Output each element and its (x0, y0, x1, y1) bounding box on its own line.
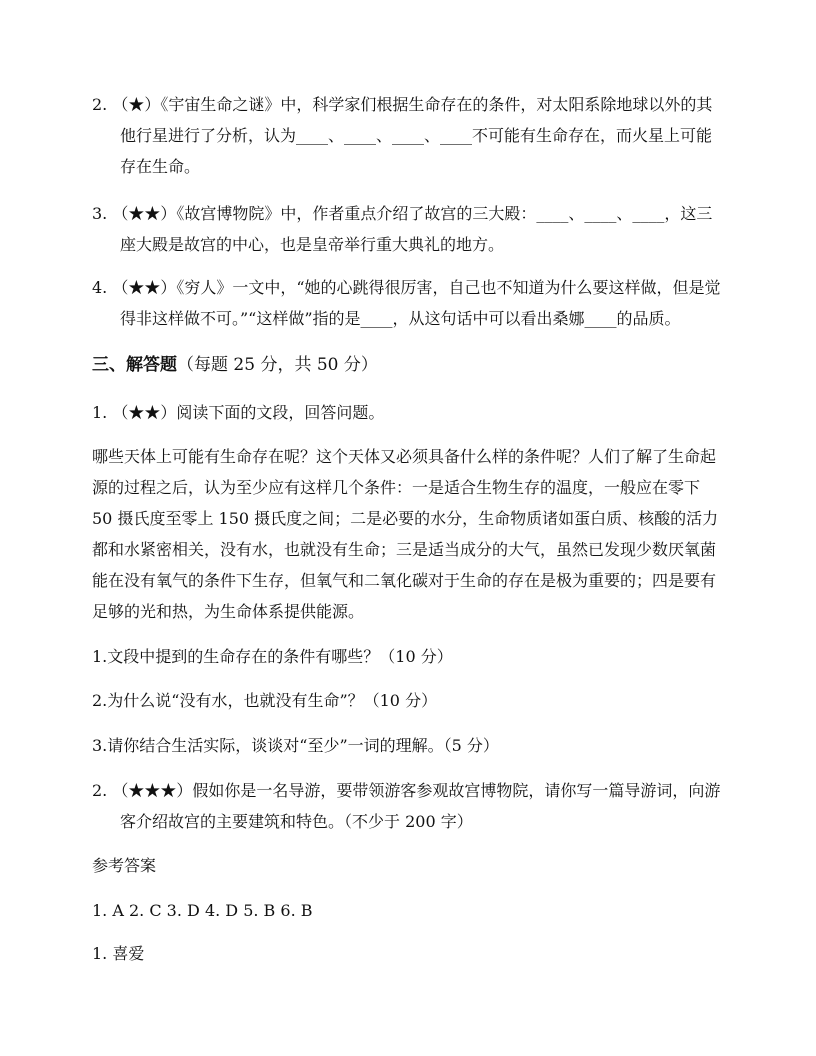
answer-question-1: 1. （★★）阅读下面的文段，回答问题。 (92, 403, 385, 422)
sub-question-3: 3.请你结合生活实际，谈谈对“至少”一词的理解。（5 分） (92, 736, 499, 755)
reference-answers-title: 参考答案 (92, 856, 157, 875)
reading-passage: 哪些天体上可能有生命存在呢？这个天体又必须具备什么样的条件呢？人们了解了生命起源的过程之后，认为至少应有这样几个条件：一是适合生物生存的温度，一般应在零下 50 摄氏度至零上 150 摄氏度之间；二是必要的水分，生命物质诸如蛋白质、核酸的活力都和水紧密相关，没有水，也就没有生命；三是适当成分的大气，虽然已发现少数厌氧菌能在没有氧气的条件下生存，但氧气和二氧化碳对于生命的存在是极为重要的；四是要有足够的光和热，为生命体系提供能源。 (92, 447, 719, 621)
fill-question-4: 4. （★★）《穷人》一文中，“她的心跳得很厉害，自己也不知道为什么要这样做，但是觉得非这样做不可。”“这样做”指的是____，从这句话中可以看出桑娜____的品质。 (92, 278, 721, 328)
section-three-score-note: （每题 25 分，共 50 分） (177, 355, 378, 375)
section-three-title: 三、解答题 (92, 355, 177, 375)
sub-question-2: 2.为什么说“没有水，也就没有生命”？（10 分） (92, 691, 438, 710)
fill-question-3: 3. （★★）《故宫博物院》中，作者重点介绍了故宫的三大殿：____、____、____，这三座大殿是故宫的中心，也是皇帝举行重大典礼的地方。 (92, 204, 713, 254)
answer-question-2: 2. （★★★）假如你是一名导游，要带领游客参观故宫博物院，请你写一篇导游词，向游客介绍故宫的主要建筑和特色。（不少于 200 字） (92, 781, 721, 831)
fill-in-answer-1: 1. 喜爱 (92, 944, 145, 963)
fill-question-2: 2. （★）《宇宙生命之谜》中，科学家们根据生命存在的条件，对太阳系除地球以外的其他行星进行了分析，认为____、____、____、____不可能有生命存在，而火星上可能存在生命。 (92, 95, 713, 176)
sub-question-1: 1.文段中提到的生命存在的条件有哪些？（10 分） (92, 647, 453, 666)
multiple-choice-answers: 1. A 2. C 3. D 4. D 5. B 6. B (92, 901, 313, 920)
section-three-heading (92, 350, 378, 380)
